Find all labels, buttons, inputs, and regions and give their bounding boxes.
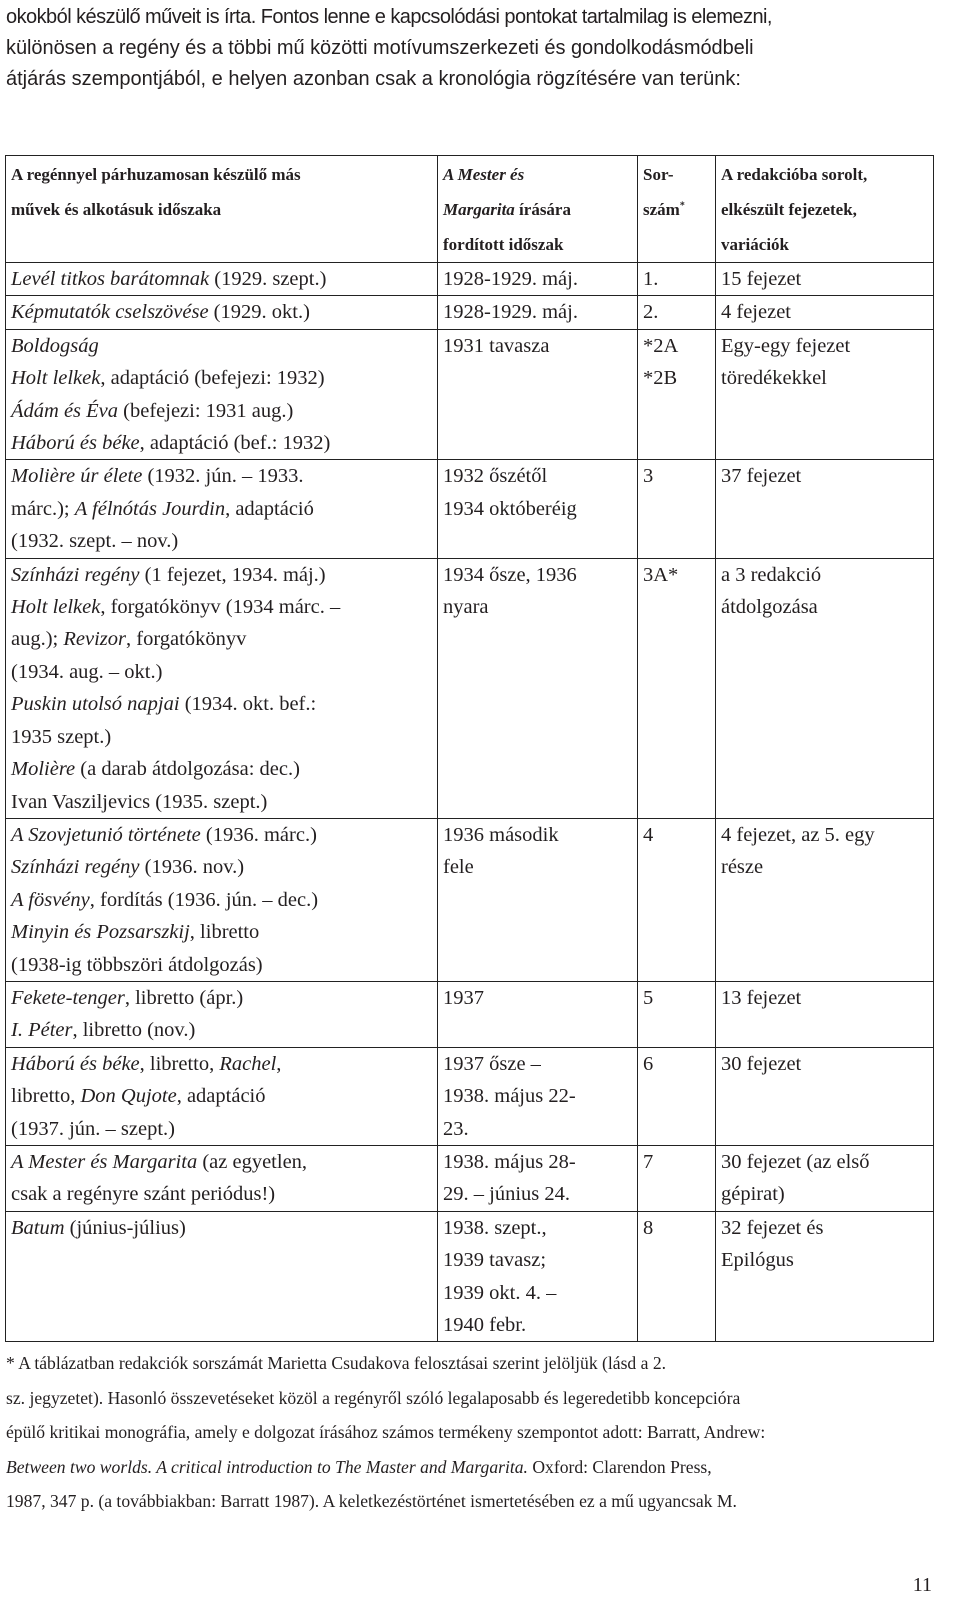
number-cell xyxy=(638,329,716,460)
number-cell xyxy=(638,263,716,296)
text: (a darab átdolgozása: dec.) xyxy=(75,758,300,781)
cell-line: 15 fejezet xyxy=(721,268,802,290)
table-row xyxy=(6,818,934,981)
cell-line xyxy=(11,1212,433,1244)
text: márc.); xyxy=(11,497,75,520)
chapters-cell xyxy=(716,818,934,981)
chapters-cell xyxy=(716,329,934,460)
cell-line xyxy=(11,1113,433,1145)
text: , adaptáció (befejezi: 1932) xyxy=(100,367,325,390)
header-line: variációk xyxy=(721,235,789,254)
cell-line: 1934 ősze, 1936 xyxy=(443,563,577,586)
text: aug.); xyxy=(11,628,64,651)
text: (1932. jún. – 1933. xyxy=(142,465,304,488)
text: , libretto (ápr.) xyxy=(124,986,244,1009)
table-row xyxy=(6,981,934,1047)
header-line: fordított időszak xyxy=(443,235,564,254)
cell-line xyxy=(11,330,433,362)
text: (1932. szept. – nov.) xyxy=(11,530,179,553)
footnote xyxy=(6,1346,933,1519)
italic-text: Rachel xyxy=(219,1052,277,1075)
cell-line xyxy=(11,395,433,427)
cell-line: 32 fejezet és xyxy=(721,1216,824,1239)
cell-line: 1937 xyxy=(443,986,484,1009)
cell-line xyxy=(11,884,433,916)
cell-line xyxy=(11,949,433,981)
italic-text: Holt lelkek xyxy=(11,596,101,619)
text: , adaptáció (bef.: 1932) xyxy=(139,432,331,455)
cell-line: 1. xyxy=(643,268,659,290)
intro-line: különösen a regény és a többi mű közötti motívumszerkezeti és gondolkodásmódbeli xyxy=(6,37,754,59)
table-row xyxy=(6,263,934,296)
cell-line xyxy=(11,1014,433,1046)
header-title-part: Margarita xyxy=(443,200,515,219)
period-cell xyxy=(438,296,638,329)
cell-line: 1928-1929. máj. xyxy=(443,301,578,324)
chapters-cell xyxy=(716,1047,934,1145)
number-cell xyxy=(638,460,716,558)
works-cell xyxy=(6,981,438,1047)
cell-line: 30 fejezet (az első xyxy=(721,1150,870,1173)
cell-line: 6 xyxy=(643,1052,654,1075)
cell-line: *2B xyxy=(643,367,678,390)
header-chapters xyxy=(716,156,934,263)
table-row xyxy=(6,1211,934,1342)
cell-line xyxy=(11,916,433,948)
header-line: művek és alkotásuk időszaka xyxy=(11,200,222,219)
italic-text: Puskin utolsó napjai xyxy=(11,693,180,716)
cell-line: 1931 tavasza xyxy=(443,334,550,357)
cell-line: 7 xyxy=(643,1150,654,1173)
text: , forgatókönyv (1934 márc. – xyxy=(100,596,341,619)
italic-text: Háború és béke xyxy=(11,1052,140,1075)
chronology-table xyxy=(5,155,934,1342)
footnote-line xyxy=(6,1381,933,1416)
cell-line: Epilógus xyxy=(721,1249,794,1272)
table-row xyxy=(6,329,934,460)
period-cell xyxy=(438,1145,638,1211)
works-cell xyxy=(6,818,438,981)
text: (1934. aug. – okt.) xyxy=(11,660,163,683)
chapters-cell xyxy=(716,981,934,1047)
footnote-line xyxy=(6,1415,933,1450)
header-number xyxy=(638,156,716,263)
cell-line: 4 xyxy=(643,823,654,846)
table-row xyxy=(6,558,934,818)
table-header-row xyxy=(6,156,934,263)
cell-line: 37 fejezet xyxy=(721,465,802,488)
footnote-line xyxy=(6,1450,933,1485)
cell-line: 4 fejezet xyxy=(721,301,791,324)
cell-line: 30 fejezet xyxy=(721,1052,802,1075)
italic-text: Revizor xyxy=(63,628,126,651)
header-line xyxy=(443,192,633,227)
cell-line xyxy=(11,1048,433,1080)
table-row xyxy=(6,296,934,329)
cell-line: 1939 tavasz; xyxy=(443,1249,547,1272)
cell-line: része xyxy=(721,856,764,879)
italic-text: Molière úr élete xyxy=(11,465,143,488)
italic-text: I. Péter xyxy=(11,1019,73,1042)
text: (1936. nov.) xyxy=(139,856,245,879)
cell-line xyxy=(11,1178,433,1210)
text: (befejezi: 1931 aug.) xyxy=(118,399,294,422)
header-text-part: írására xyxy=(514,200,571,219)
text: (1 fejezet, 1934. máj.) xyxy=(139,563,326,586)
number-cell xyxy=(638,296,716,329)
cell-line xyxy=(11,559,433,591)
italic-text: Boldogság xyxy=(11,334,99,357)
italic-text: Fekete-tenger xyxy=(11,986,125,1009)
text: (1929. szept.) xyxy=(209,268,327,290)
cell-line xyxy=(11,493,433,525)
cell-line xyxy=(11,362,433,394)
works-cell xyxy=(6,296,438,329)
cell-line: fele xyxy=(443,856,474,879)
header-line xyxy=(643,192,711,227)
text: , libretto, xyxy=(139,1052,220,1075)
cell-line: 1934 októberéig xyxy=(443,497,577,520)
italic-text: A fösvény xyxy=(11,888,90,911)
cell-line: 5 xyxy=(643,986,654,1009)
number-cell xyxy=(638,558,716,818)
cell-line xyxy=(11,786,433,818)
italic-text: Between two worlds. A critical introduction to The Master and Margarita. xyxy=(6,1456,528,1477)
works-cell xyxy=(6,1145,438,1211)
period-cell xyxy=(438,818,638,981)
text: , fordítás (1936. jún. – dec.) xyxy=(89,888,319,911)
italic-text: Levél titkos barátomnak xyxy=(11,268,210,290)
text: * A táblázatban redakciók sorszámát Marietta Csudakova felosztásai szerint jelöljük (lásd a 2. xyxy=(6,1353,667,1373)
number-cell xyxy=(638,981,716,1047)
cell-line: 1932 őszétől xyxy=(443,465,548,488)
cell-line: 3 xyxy=(643,465,654,488)
cell-line: átdolgozása xyxy=(721,596,818,619)
chapters-cell xyxy=(716,263,934,296)
cell-line xyxy=(11,656,433,688)
works-cell xyxy=(6,329,438,460)
header-line: A redakcióba sorolt, xyxy=(721,165,868,184)
period-cell xyxy=(438,981,638,1047)
cell-line: 23. xyxy=(443,1117,469,1140)
chapters-cell xyxy=(716,296,934,329)
cell-line xyxy=(11,753,433,785)
italic-text: Képmutatók cselszövése xyxy=(11,301,209,324)
text: 1935 szept.) xyxy=(11,725,112,748)
cell-line xyxy=(11,525,433,557)
text: (1934. okt. bef.: xyxy=(179,693,317,716)
intro-line: átjárás szempontjából, e helyen azonban csak a kronológia rögzítésére van terünk: xyxy=(6,68,741,90)
text: (1937. jún. – szept.) xyxy=(11,1117,175,1140)
table-body xyxy=(6,263,934,1342)
table-row xyxy=(6,460,934,558)
text: , xyxy=(276,1052,282,1075)
italic-text: Háború és béke xyxy=(11,432,140,455)
number-cell xyxy=(638,818,716,981)
italic-text: Holt lelkek xyxy=(11,367,101,390)
italic-text: Batum xyxy=(11,1216,65,1239)
cell-line: 1939 okt. 4. – xyxy=(443,1281,557,1304)
footnote-line xyxy=(6,1484,933,1519)
cell-line: 1938. szept., xyxy=(443,1216,547,1239)
header-line: A Mester és xyxy=(443,165,525,184)
cell-line xyxy=(11,819,433,851)
italic-text: Színházi regény xyxy=(11,856,140,879)
chapters-cell xyxy=(716,558,934,818)
cell-line xyxy=(11,982,433,1014)
header-works xyxy=(6,156,438,263)
cell-line xyxy=(11,623,433,655)
text: , adaptáció xyxy=(176,1085,266,1108)
table-row xyxy=(6,1145,934,1211)
cell-line: nyara xyxy=(443,596,489,619)
italic-text: Minyin és Pozsarszkij xyxy=(11,921,190,944)
header-line: elkészült fejezetek, xyxy=(721,200,857,219)
text: , adaptáció xyxy=(225,497,314,520)
italic-text: A Mester és Margarita xyxy=(11,1150,198,1173)
cell-line: 4 fejezet, az 5. egy xyxy=(721,823,875,846)
period-cell xyxy=(438,329,638,460)
cell-line xyxy=(11,721,433,753)
text: 1987, 347 p. (a továbbiakban: Barratt 1987). A keletkezéstörténet ismertetésében ez a mű ugyancsak M. xyxy=(6,1491,737,1511)
works-cell xyxy=(6,1211,438,1342)
cell-line: 8 xyxy=(643,1216,654,1239)
text: Oxford: Clarendon Press, xyxy=(527,1456,712,1477)
cell-line: Egy-egy fejezet xyxy=(721,334,851,357)
cell-line xyxy=(11,591,433,623)
number-cell xyxy=(638,1211,716,1342)
cell-line: 29. – június 24. xyxy=(443,1183,570,1206)
cell-line xyxy=(11,1146,433,1178)
cell-line: 1928-1929. máj. xyxy=(443,268,578,290)
cell-line: a 3 redakció xyxy=(721,563,822,586)
works-cell xyxy=(6,263,438,296)
period-cell xyxy=(438,558,638,818)
text: csak a regényre szánt periódus!) xyxy=(11,1183,276,1206)
cell-line: 13 fejezet xyxy=(721,986,802,1009)
works-cell xyxy=(6,1047,438,1145)
cell-line xyxy=(11,427,433,459)
text: (június-július) xyxy=(64,1216,186,1239)
cell-line: 1937 ősze – xyxy=(443,1052,541,1075)
header-text-part: szám xyxy=(643,200,680,219)
text: , forgatókönyv xyxy=(126,628,247,651)
text: (1938-ig többszöri átdolgozás) xyxy=(11,953,263,976)
cell-line: 1938. május 28- xyxy=(443,1150,576,1173)
footnote-marker: * xyxy=(679,200,685,212)
cell-line xyxy=(11,263,433,295)
chapters-cell xyxy=(716,460,934,558)
works-cell xyxy=(6,558,438,818)
cell-line xyxy=(11,460,433,492)
cell-line: 2. xyxy=(643,301,659,324)
text: épülő kritikai monográfia, amely e dolgozat írásához számos termékeny szempontot adott: Barratt, Andrew: xyxy=(6,1422,766,1442)
chapters-cell xyxy=(716,1211,934,1342)
chapters-cell xyxy=(716,1145,934,1211)
period-cell xyxy=(438,263,638,296)
text: , libretto xyxy=(189,921,260,944)
period-cell xyxy=(438,1211,638,1342)
cell-line: 1936 második xyxy=(443,823,559,846)
table-row xyxy=(6,1047,934,1145)
period-cell xyxy=(438,1047,638,1145)
italic-text: A Szovjetunió története xyxy=(11,823,201,846)
cell-line xyxy=(11,1080,433,1112)
text: , libretto (nov.) xyxy=(72,1019,196,1042)
text: Ivan Vasziljevics (1935. szept.) xyxy=(11,790,268,813)
works-cell xyxy=(6,460,438,558)
cell-line: 1938. május 22- xyxy=(443,1085,576,1108)
cell-line: 1940 febr. xyxy=(443,1314,527,1336)
text: sz. jegyzetet). Hasonló összevetéseket közöl a regényről szóló legalaposabb és legeredetibb koncepcióra xyxy=(6,1387,741,1408)
text: (1936. márc.) xyxy=(200,823,317,846)
italic-text: Színházi regény xyxy=(11,563,140,586)
cell-line: gépirat) xyxy=(721,1183,785,1206)
italic-text: A félnótás Jourdin xyxy=(74,497,226,520)
cell-line: 3A* xyxy=(643,563,679,586)
text: (1929. okt.) xyxy=(208,301,310,324)
italic-text: Molière xyxy=(11,758,76,781)
cell-line: töredékekkel xyxy=(721,367,827,390)
italic-text: Don Qujote xyxy=(80,1085,177,1108)
header-line: A regénnyel párhuzamosan készülő más xyxy=(11,165,301,184)
text: libretto, xyxy=(11,1085,81,1108)
cell-line xyxy=(11,851,433,883)
page-number: 11 xyxy=(912,1574,932,1596)
cell-line: *2A xyxy=(643,334,679,357)
intro-line: okokból készülő műveit is írta. Fontos lenne e kapcsolódási pontokat tartalmilag is elemezni, xyxy=(6,6,772,28)
footnote-line xyxy=(6,1346,933,1381)
period-cell xyxy=(438,460,638,558)
header-line: Sor- xyxy=(643,165,674,184)
number-cell xyxy=(638,1145,716,1211)
italic-text: Ádám és Éva xyxy=(11,399,119,422)
cell-line xyxy=(11,688,433,720)
number-cell xyxy=(638,1047,716,1145)
text: (az egyetlen, xyxy=(197,1150,308,1173)
intro-paragraph xyxy=(6,2,936,95)
header-period xyxy=(438,156,638,263)
cell-line xyxy=(11,296,433,328)
